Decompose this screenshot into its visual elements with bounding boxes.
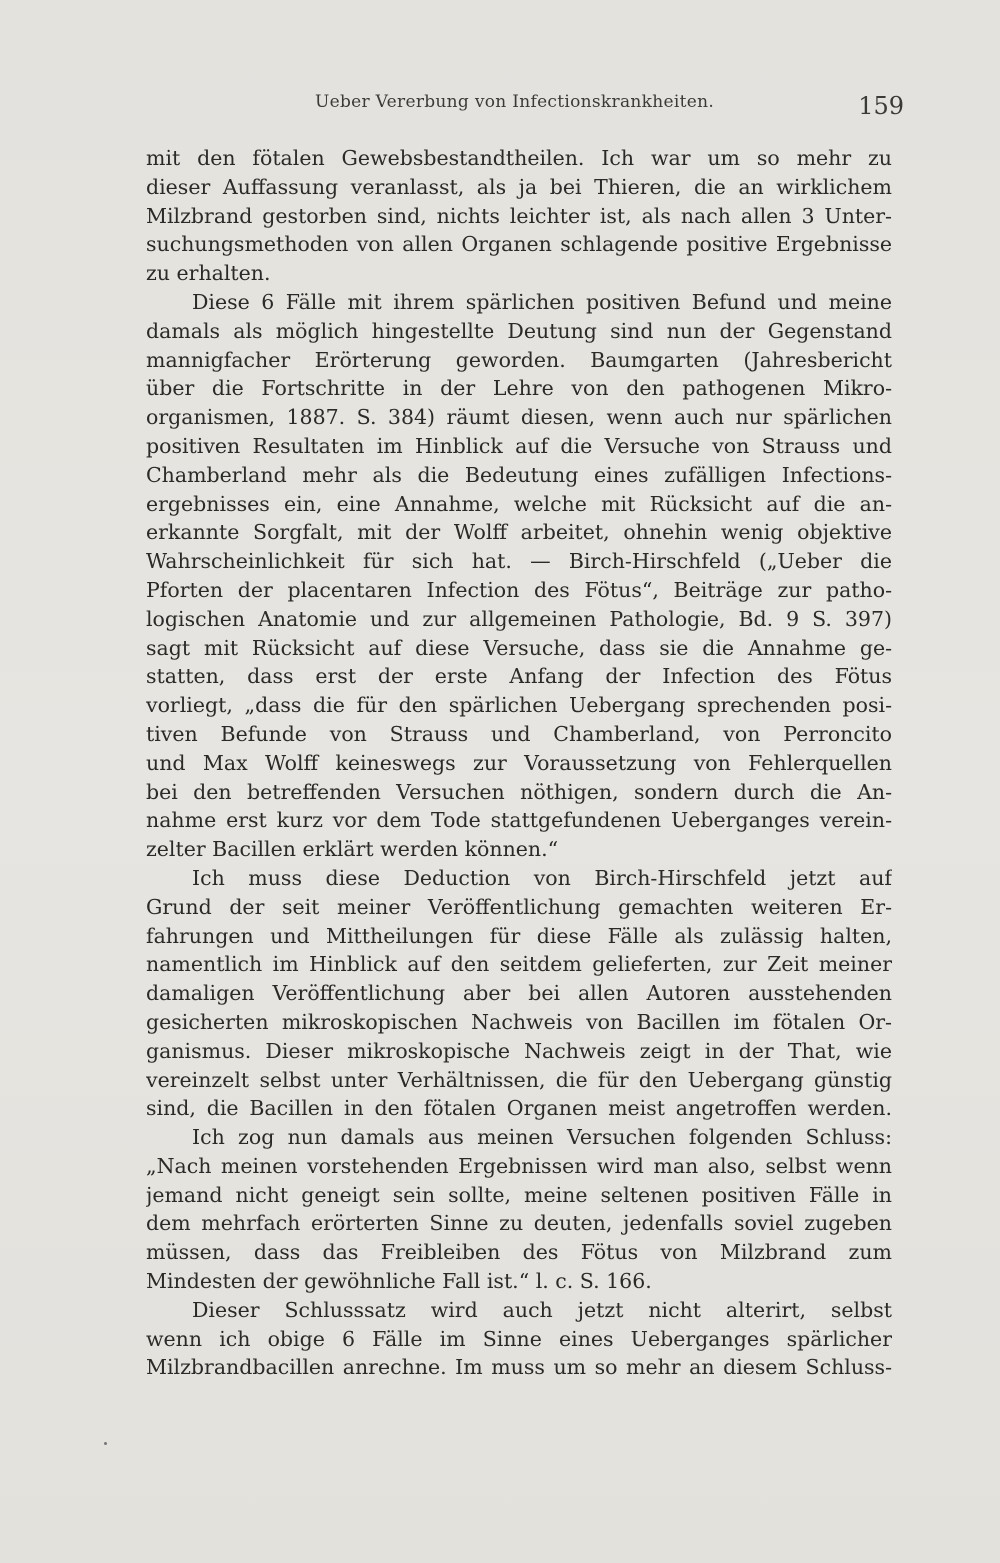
text-line: mit den fötalen Gewebsbestandtheilen. Ich war um so mehr zu xyxy=(146,146,892,170)
text-line: tiven Befunde von Strauss und Chamberland, von Perroncito xyxy=(146,721,892,746)
text-line: Wahrscheinlichkeit für sich hat. — Birch-Hirschfeld („Ueber die xyxy=(146,549,892,574)
text-line: und Max Wolff keineswegs zur Voraussetzung von Fehlerquellen xyxy=(146,750,892,775)
text-line: ergebnisses ein, eine Annahme, welche mit Rücksicht auf die an- xyxy=(146,491,892,516)
text-line: vorliegt, „dass die für den spärlichen Uebergang sprechenden posi- xyxy=(146,693,892,718)
page-number: 159 xyxy=(858,92,904,120)
text-line: „Nach meinen vorstehenden Ergebnissen wird man also, selbst wenn xyxy=(146,1153,892,1178)
text-line: müssen, dass das Freibleiben des Fötus von Milzbrand zum xyxy=(146,1240,892,1265)
text-line: logischen Anatomie und zur allgemeinen Pathologie, Bd. 9 S. 397) xyxy=(146,606,892,631)
text-line: fahrungen und Mittheilungen für diese Fälle als zulässig halten, xyxy=(146,923,892,948)
text-line: dem mehrfach erörterten Sinne zu deuten, jedenfalls soviel zugeben xyxy=(146,1211,892,1236)
text-line: über die Fortschritte in der Lehre von den pathogenen Mikro- xyxy=(146,376,892,401)
text-line: Chamberland mehr als die Bedeutung eines zufälligen Infections- xyxy=(146,462,892,487)
text-line: damaligen Veröffentlichung aber bei allen Autoren ausstehenden xyxy=(146,981,892,1006)
text-line: mannigfacher Erörterung geworden. Baumgarten (Jahresbericht xyxy=(146,347,892,372)
text-line: Mindesten der gewöhnliche Fall ist.“ l. c. S. 166. xyxy=(146,1269,652,1294)
text-line: vereinzelt selbst unter Verhältnissen, die für den Uebergang günstig xyxy=(146,1067,892,1092)
text-line: Milzbrandbacillen anrechne. Im muss um so mehr an diesem Schluss- xyxy=(146,1355,892,1380)
text-line: dieser Auffassung veranlasst, als ja bei Thieren, die an wirklichem xyxy=(146,174,892,199)
body-text xyxy=(146,144,892,1382)
text-line: statten, dass erst der erste Anfang der Infection des Fötus xyxy=(146,664,892,689)
paper-speck xyxy=(104,1442,107,1445)
text-line: Ich zog nun damals aus meinen Versuchen folgenden Schluss: xyxy=(192,1125,892,1150)
text-line: Pforten der placentaren Infection des Fötus“, Beiträge zur patho- xyxy=(146,577,892,602)
text-line: Ich muss diese Deduction von Birch-Hirschfeld jetzt auf xyxy=(192,865,892,890)
text-line: positiven Resultaten im Hinblick auf die Versuche von Strauss und xyxy=(146,433,892,458)
text-line: Milzbrand gestorben sind, nichts leichter ist, als nach allen 3 Unter- xyxy=(146,203,892,228)
text-line: damals als möglich hingestellte Deutung sind nun der Gegenstand xyxy=(146,318,892,343)
text-line: sagt mit Rücksicht auf diese Versuche, dass sie die Annahme ge- xyxy=(146,635,892,660)
text-line: bei den betreffenden Versuchen nöthigen, sondern durch die An- xyxy=(146,779,892,804)
text-line: zelter Bacillen erklärt werden können.“ xyxy=(146,837,559,862)
text-line: erkannte Sorgfalt, mit der Wolff arbeitet, ohnehin wenig objektive xyxy=(146,520,892,545)
text-line: Diese 6 Fälle mit ihrem spärlichen positiven Befund und meine xyxy=(192,289,892,314)
text-line: organismen, 1887. S. 384) räumt diesen, wenn auch nur spärlichen xyxy=(146,405,892,430)
text-line: wenn ich obige 6 Fälle im Sinne eines Ueberganges spärlicher xyxy=(146,1326,892,1351)
running-title: Ueber Vererbung von Infectionskrankheiten. xyxy=(315,92,715,112)
text-line: suchungsmethoden von allen Organen schlagende positive Ergebnisse xyxy=(146,232,892,257)
text-line: namentlich im Hinblick auf den seitdem gelieferten, zur Zeit meiner xyxy=(146,952,892,977)
text-line: Dieser Schlusssatz wird auch jetzt nicht alterirt, selbst xyxy=(192,1297,892,1322)
text-line: jemand nicht geneigt sein sollte, meine seltenen positiven Fälle in xyxy=(146,1182,892,1207)
text-line: sind, die Bacillen in den fötalen Organen meist angetroffen werden. xyxy=(146,1096,892,1121)
text-line: zu erhalten. xyxy=(146,261,271,286)
text-line: gesicherten mikroskopischen Nachweis von Bacillen im fötalen Or- xyxy=(146,1009,892,1034)
text-line: Grund der seit meiner Veröffentlichung gemachten weiteren Er- xyxy=(146,894,892,919)
text-line: nahme erst kurz vor dem Tode stattgefundenen Ueberganges verein- xyxy=(146,808,892,833)
text-line: ganismus. Dieser mikroskopische Nachweis zeigt in der That, wie xyxy=(146,1038,892,1063)
